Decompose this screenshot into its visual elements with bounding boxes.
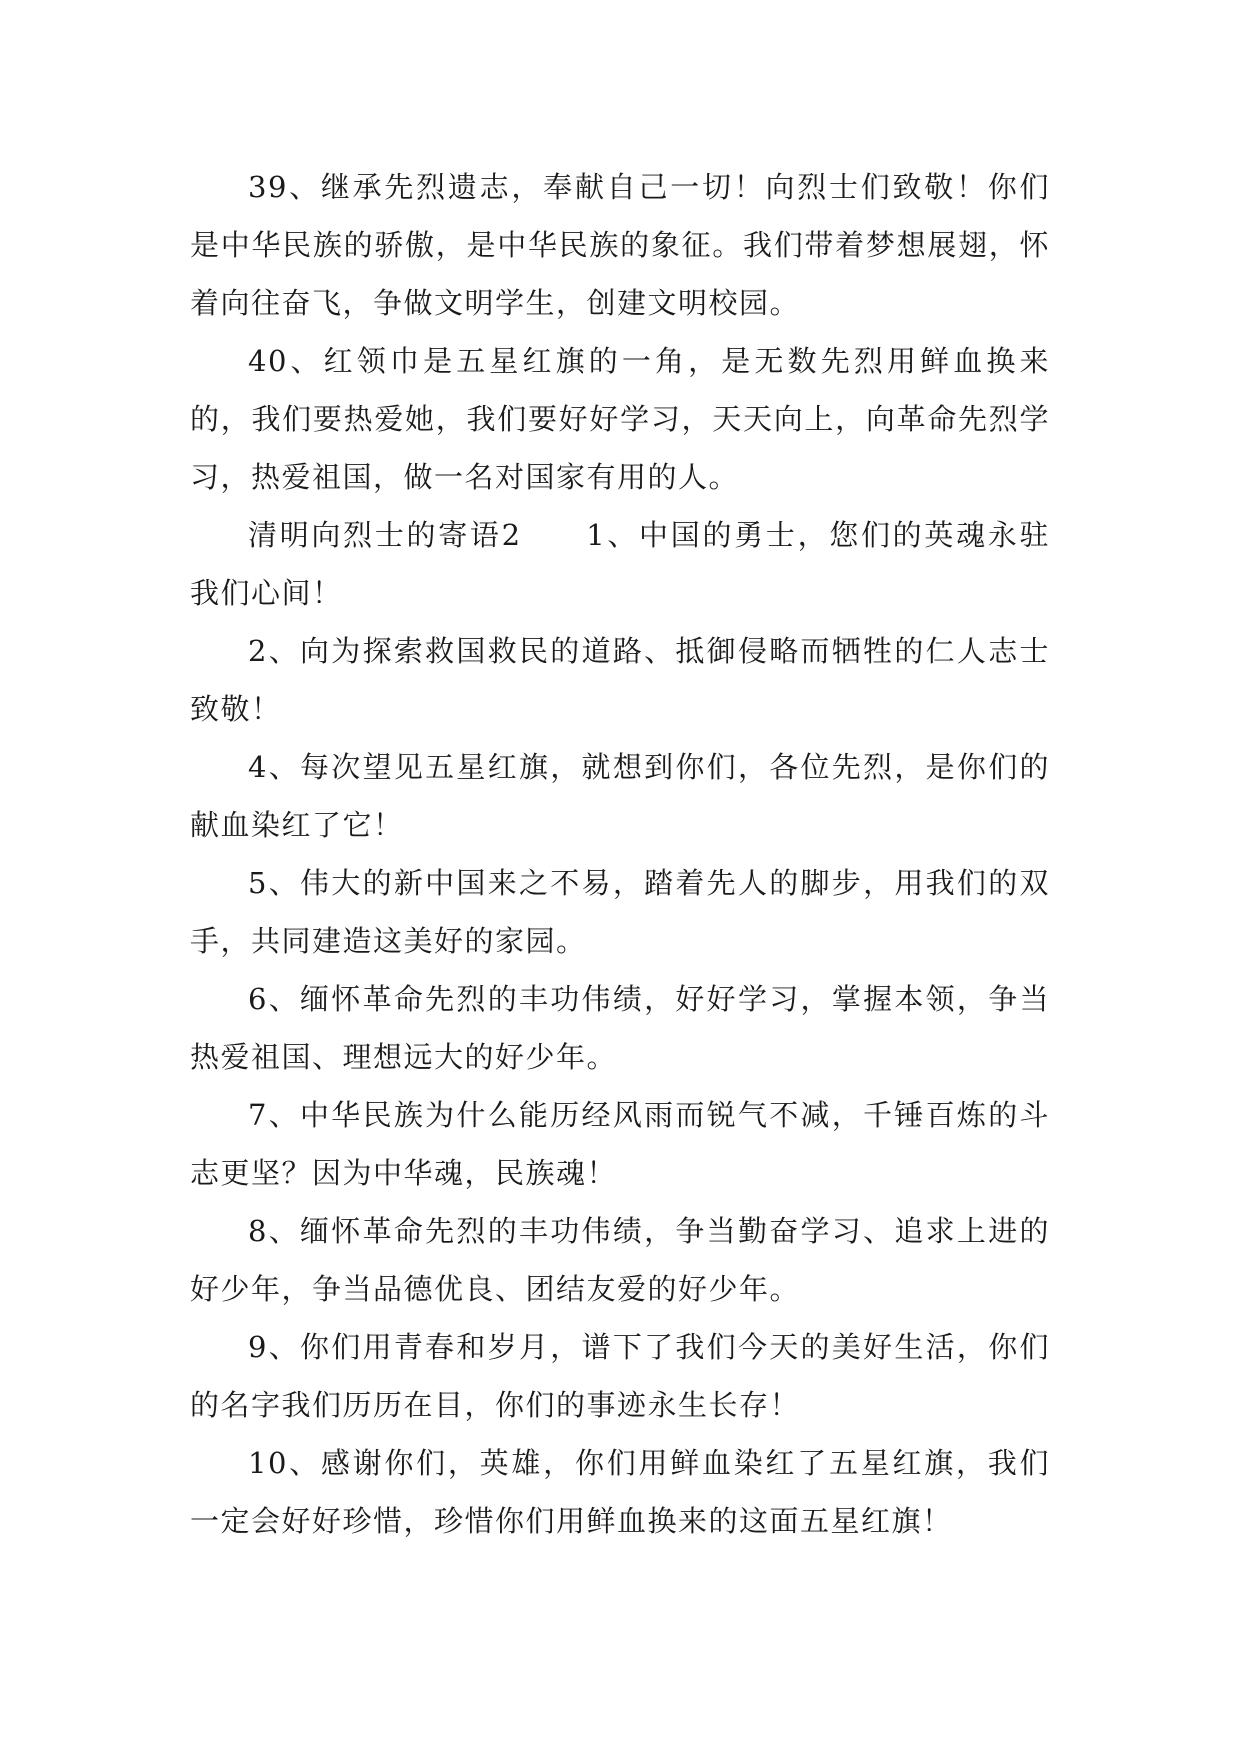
paragraph: 2、向为探索救国救民的道路、抵御侵略而牺牲的仁人志士致敬！ bbox=[190, 634, 1050, 726]
paragraph: 39、继承先烈遗志，奉献自己一切！向烈士们致敬！你们是中华民族的骄傲，是中华民族的象征。我们带着梦想展翅，怀着向往奋飞，争做文明学生，创建文明校园。 bbox=[190, 170, 1050, 320]
paragraph: 4、每次望见五星红旗，就想到你们，各位先烈，是你们的献血染红了它！ bbox=[190, 750, 1050, 842]
paragraph: 7、中华民族为什么能历经风雨而锐气不减，千锤百炼的斗志更坚？因为中华魂，民族魂！ bbox=[190, 1098, 1050, 1190]
paragraph: 5、伟大的新中国来之不易，踏着先人的脚步，用我们的双手，共同建造这美好的家园。 bbox=[190, 866, 1050, 958]
document-body bbox=[190, 158, 1050, 1550]
paragraph: 6、缅怀革命先烈的丰功伟绩，好好学习，掌握本领，争当热爱祖国、理想远大的好少年。 bbox=[190, 982, 1050, 1074]
paragraph: 10、感谢你们，英雄，你们用鲜血染红了五星红旗，我们一定会好好珍惜，珍惜你们用鲜血换来的这面五星红旗！ bbox=[190, 1446, 1050, 1538]
paragraph: 9、你们用青春和岁月，谱下了我们今天的美好生活，你们的名字我们历历在目，你们的事迹永生长存！ bbox=[190, 1330, 1050, 1422]
paragraph: 40、红领巾是五星红旗的一角，是无数先烈用鲜血换来的，我们要热爱她，我们要好好学习，天天向上，向革命先烈学习，热爱祖国，做一名对国家有用的人。 bbox=[190, 344, 1050, 494]
paragraph: 清明向烈士的寄语2 1、中国的勇士，您们的英魂永驻我们心间！ bbox=[190, 518, 1050, 610]
paragraph: 8、缅怀革命先烈的丰功伟绩，争当勤奋学习、追求上进的好少年，争当品德优良、团结友爱的好少年。 bbox=[190, 1214, 1050, 1306]
